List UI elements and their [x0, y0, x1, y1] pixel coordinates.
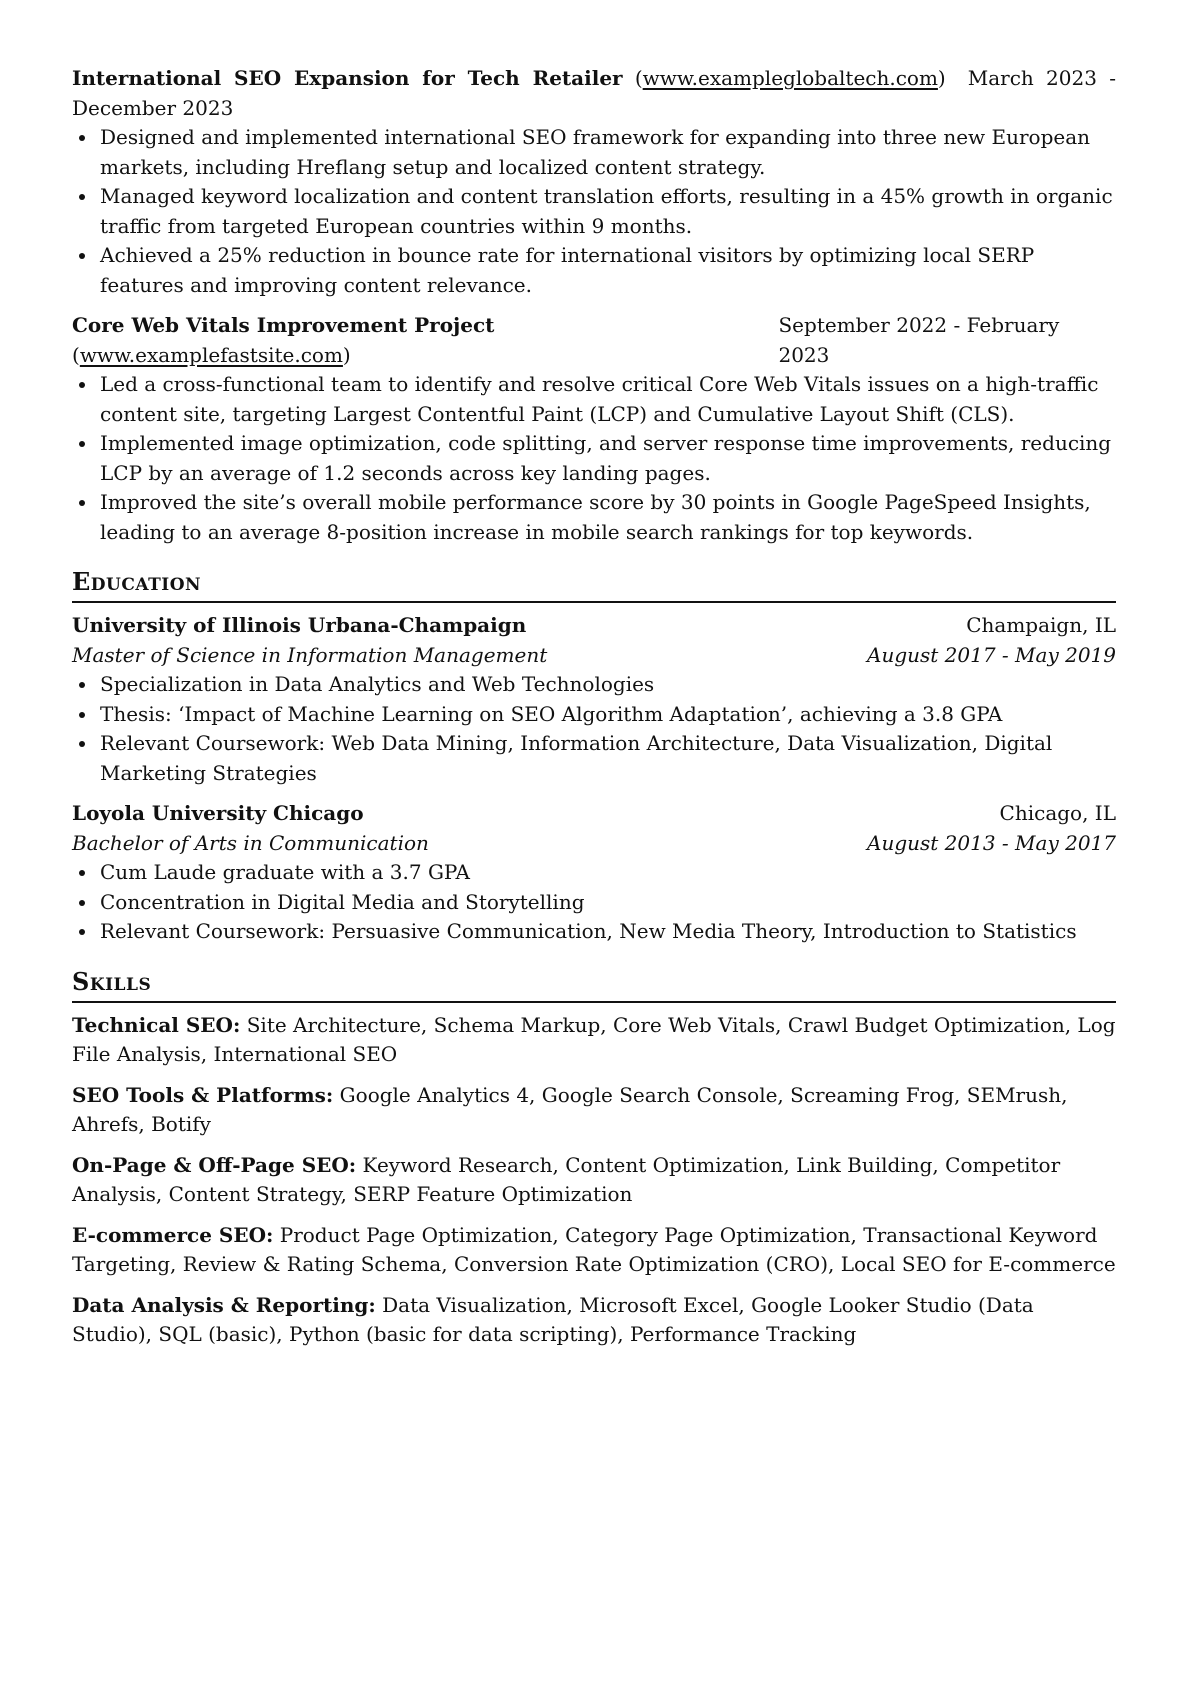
education-row	[72, 799, 1116, 829]
skill-text: Product Page Optimization, Category Page Optimization, Transactional Keyword Targeting, Review & Rating Schema, Conversion Rate Optimization (CRO), Local SEO for E-commerce	[72, 1222, 1116, 1276]
skill-text: Data Visualization, Microsoft Excel, Google Looker Studio (Data Studio), SQL (basic), Python (basic for data scripting), Performance Tracking	[72, 1292, 1034, 1346]
skill-label: On-Page & Off-Page SEO:	[72, 1152, 357, 1177]
bullet-item: Achieved a 25% reduction in bounce rate for international visitors by optimizing local SERP features and improving content relevance.	[72, 241, 1116, 300]
skill-label: Technical SEO:	[72, 1012, 241, 1037]
section-heading-skills: Skills	[72, 966, 1116, 1003]
bullet-item: Led a cross-functional team to identify and resolve critical Core Web Vitals issues on a high-traffic content site, targeting Largest Contentful Paint (LCP) and Cumulative Layout Shift (CLS).	[72, 370, 1116, 429]
education-row	[72, 829, 1116, 859]
bullet-item: Thesis: ‘Impact of Machine Learning on SEO Algorithm Adaptation’, achieving a 3.8 GPA	[72, 700, 1116, 730]
project-dates: September 2022 - February 2023	[778, 313, 1060, 367]
project-title: Core Web Vitals Improvement Project	[72, 313, 495, 337]
skill-line	[72, 1151, 1116, 1210]
degree: Bachelor of Arts in Communication	[72, 830, 429, 855]
link-close-paren: )	[342, 342, 351, 367]
bullet-item: Relevant Coursework: Persuasive Communication, New Media Theory, Introduction to Statistics	[72, 917, 1116, 947]
degree: Master of Science in Information Management	[72, 642, 548, 667]
skill-line	[72, 1081, 1116, 1140]
project-header	[72, 311, 1116, 370]
school-name: University of Illinois Urbana-Champaign	[72, 613, 527, 637]
skill-text: Keyword Research, Content Optimization, Link Building, Competitor Analysis, Content Strategy, SERP Feature Optimization	[72, 1152, 1061, 1206]
skill-line	[72, 1011, 1116, 1070]
school-location: Chicago, IL	[999, 801, 1116, 825]
skill-line	[72, 1221, 1116, 1280]
project-link[interactable]: www.examplefastsite.com	[79, 342, 343, 367]
education-entry	[72, 799, 1116, 947]
skill-label: E-commerce SEO:	[72, 1222, 274, 1247]
spacer	[72, 300, 1116, 311]
project-header	[72, 64, 1116, 123]
bullet-item: Specialization in Data Analytics and Web Technologies	[72, 670, 1116, 700]
education-row	[72, 611, 1116, 641]
education-dates: August 2013 - May 2017	[867, 830, 1116, 855]
skill-label: Data Analysis & Reporting:	[72, 1292, 376, 1317]
project-title: International SEO Expansion for Tech Retailer	[72, 66, 623, 90]
school-name: Loyola University Chicago	[72, 801, 364, 825]
education-bullets	[72, 858, 1116, 947]
section-heading-education: Education	[72, 566, 1116, 603]
project-bullets	[72, 370, 1116, 547]
link-open-paren: (	[72, 342, 80, 367]
bullet-item: Managed keyword localization and content translation efforts, resulting in a 45% growth in organic traffic from targeted European countries within 9 months.	[72, 182, 1116, 241]
resume-page	[72, 64, 1116, 1361]
education-entry	[72, 611, 1116, 788]
school-location: Champaign, IL	[966, 613, 1116, 637]
link-close-paren: )	[937, 66, 946, 90]
project-bullets	[72, 123, 1116, 300]
skill-text: Site Architecture, Schema Markup, Core Web Vitals, Crawl Budget Optimization, Log File Analysis, International SEO	[72, 1012, 1116, 1066]
skill-line	[72, 1291, 1116, 1350]
bullet-item: Designed and implemented international SEO framework for expanding into three new European markets, including Hreflang setup and localized content strategy.	[72, 123, 1116, 182]
project-dates: March 2023 - December 2023	[72, 66, 1116, 120]
bullet-item: Relevant Coursework: Web Data Mining, Information Architecture, Data Visualization, Digital Marketing Strategies	[72, 729, 1116, 788]
education-bullets	[72, 670, 1116, 788]
skill-text: Google Analytics 4, Google Search Console, Screaming Frog, SEMrush, Ahrefs, Botify	[72, 1082, 1068, 1136]
education-row	[72, 641, 1116, 671]
project-entry	[72, 311, 1116, 547]
skill-label: SEO Tools & Platforms:	[72, 1082, 334, 1107]
link-open-paren: (	[622, 66, 643, 90]
bullet-item: Concentration in Digital Media and Storytelling	[72, 888, 1116, 918]
education-dates: August 2017 - May 2019	[867, 642, 1116, 667]
bullet-item: Implemented image optimization, code splitting, and server response time improvements, reducing LCP by an average of 1.2 seconds across key landing pages.	[72, 429, 1116, 488]
bullet-item: Cum Laude graduate with a 3.7 GPA	[72, 858, 1116, 888]
spacer	[72, 788, 1116, 799]
project-entry	[72, 64, 1116, 300]
project-link[interactable]: www.exampleglobaltech.com	[642, 66, 938, 90]
bullet-item: Improved the site’s overall mobile performance score by 30 points in Google PageSpeed Insights, leading to an average 8-position increase in mobile search rankings for top keywords.	[72, 488, 1116, 547]
